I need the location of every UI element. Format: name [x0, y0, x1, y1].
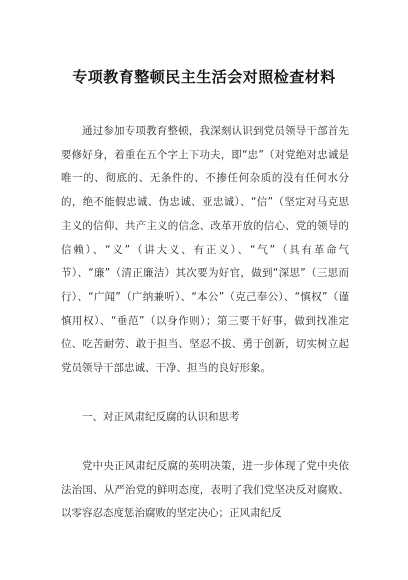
intro-paragraph-block — [61, 120, 349, 381]
section-paragraph: 党中央正风肃纪反腐的英明决策，进一步体现了党中央依法治国、从严治党的鲜明态度，表明了我们党坚决反对腐败、以零容忍态度惩治腐败的坚定决心；正风肃纪反 — [61, 460, 349, 520]
section-heading: 一、对正风肃纪反腐的认识和思考 — [82, 411, 240, 423]
intro-paragraph: 通过参加专项教育整顿，我深刻认识到党员领导干部首先要修好身，着重在五个字上下功夫，即“忠”（对党绝对忠诚是唯一的、彻底的、无条件的、不掺任何杂质的没有任何水分的，绝不能假忠诚、伪忠诚、亚忠诚）、“信”（坚定对马克思主义的信仰、共产主义的信念、改革开放的信心、党的领导的信赖）、“义”（讲大义、有正义）、“气”（具有革命气节）、“廉”（清正廉洁）其次要为好官，做到“深思”（三思而行）、“广闻”（广纳兼听）、“本公”（克己奉公）、“慎权”（谨慎用权）、“垂范”（以身作则）；第三要干好事，做到找准定位、吃苦耐劳、敢于担当、坚忍不拔、勇于创新，切实树立起党员领导干部忠诚、干净、担当的良好形象。 — [61, 125, 349, 375]
section-paragraph-block — [61, 455, 349, 526]
document-title: 专项教育整顿民主生活会对照检查材料 — [72, 68, 336, 86]
